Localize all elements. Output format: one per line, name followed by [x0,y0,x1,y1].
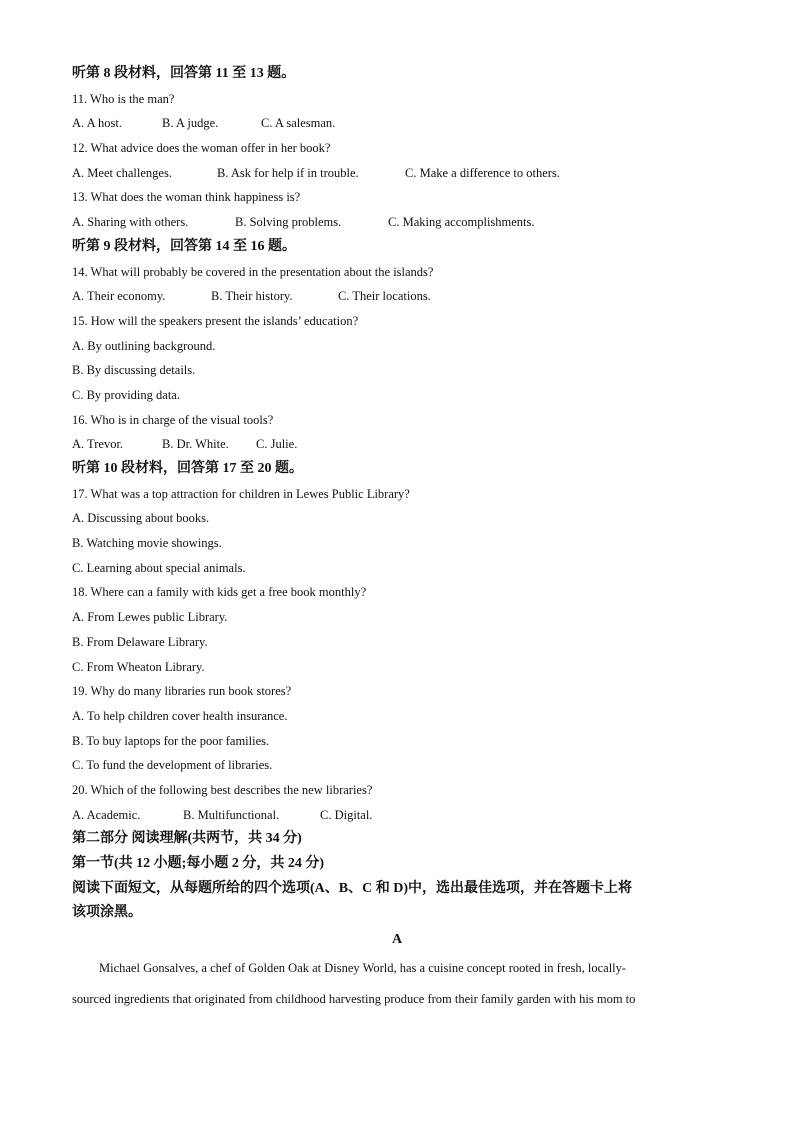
option-c: C. A salesman. [261,116,336,131]
options-12 [72,161,722,186]
section-heading-9: 听第 9 段材料，回答第 14 至 16 题。 [72,238,296,254]
options-11 [72,111,722,136]
options-20 [72,803,722,828]
part2-subtitle: 第一节(共 12 小题;每小题 2 分，共 24 分) [72,856,324,871]
question-19: 19. Why do many libraries run book stores? [72,684,292,699]
option-b: B. Solving problems. [235,215,342,230]
option-18c: C. From Wheaton Library. [72,659,205,674]
option-15b: B. By discussing details. [72,363,196,378]
option-19b: B. To buy laptops for the poor families. [72,733,270,748]
option-18b: B. From Delaware Library. [72,634,208,649]
exam-page [72,62,722,1015]
question-17: 17. What was a top attraction for children in Lewes Public Library? [72,486,410,501]
passage-line-2: sourced ingredients that originated from childhood harvesting produce from their family garden with his mom to [72,991,636,1006]
option-a: A. A host. [72,116,123,131]
option-17c: C. Learning about special animals. [72,560,246,575]
option-b: B. Ask for help if in trouble. [217,165,359,180]
options-13 [72,210,722,235]
option-a: A. Academic. [72,807,141,822]
question-16: 16. Who is in charge of the visual tools? [72,412,274,427]
option-b: B. A judge. [162,116,219,131]
option-a: A. Their economy. [72,289,166,304]
option-17a: A. Discussing about books. [72,511,210,526]
section-heading-10: 听第 10 段材料，回答第 17 至 20 题。 [72,461,303,476]
question-12: 12. What advice does the woman offer in her book? [72,141,331,156]
part2-instruction-line1: 阅读下面短文，从每题所给的四个选项(A、B、C 和 D)中，选出最佳选项，并在答题卡上将 [72,880,632,896]
question-14: 14. What will probably be covered in the presentation about the islands? [72,264,434,279]
option-c: C. Making accomplishments. [388,215,535,230]
section-heading-8: 听第 8 段材料，回答第 11 至 13 题。 [72,66,296,81]
passage-line-1: Michael Gonsalves, a chef of Golden Oak at Disney World, has a cuisine concept rooted in fresh, locally- [99,960,627,975]
option-19c: C. To fund the development of libraries. [72,758,273,773]
question-20: 20. Which of the following best describes the new libraries? [72,782,373,797]
part2-instruction-line2: 该项涂黑。 [72,905,142,921]
part2-title: 第二部分 阅读理解(共两节，共 34 分) [72,831,302,847]
option-c: C. Julie. [256,437,298,452]
question-13: 13. What does the woman think happiness is? [72,190,301,205]
option-a: A. Meet challenges. [72,165,172,180]
option-17b: B. Watching movie showings. [72,536,222,551]
question-15: 15. How will the speakers present the islands’ education? [72,313,359,328]
options-14 [72,284,722,309]
option-19a: A. To help children cover health insurance. [72,708,288,723]
option-b: B. Dr. White. [162,437,229,452]
option-18a: A. From Lewes public Library. [72,610,228,625]
option-15a: A. By outlining background. [72,338,216,353]
options-16 [72,432,722,457]
option-c: C. Make a difference to others. [405,165,560,180]
question-18: 18. Where can a family with kids get a free book monthly? [72,585,367,600]
question-11: 11. Who is the man? [72,91,175,106]
option-a: A. Trevor. [72,437,124,452]
option-a: A. Sharing with others. [72,215,189,230]
passage-label: A [391,932,403,948]
option-15c: C. By providing data. [72,387,180,402]
option-c: C. Their locations. [338,289,431,304]
option-b: B. Multifunctional. [183,807,280,822]
option-b: B. Their history. [211,289,293,304]
option-c: C. Digital. [320,807,373,822]
